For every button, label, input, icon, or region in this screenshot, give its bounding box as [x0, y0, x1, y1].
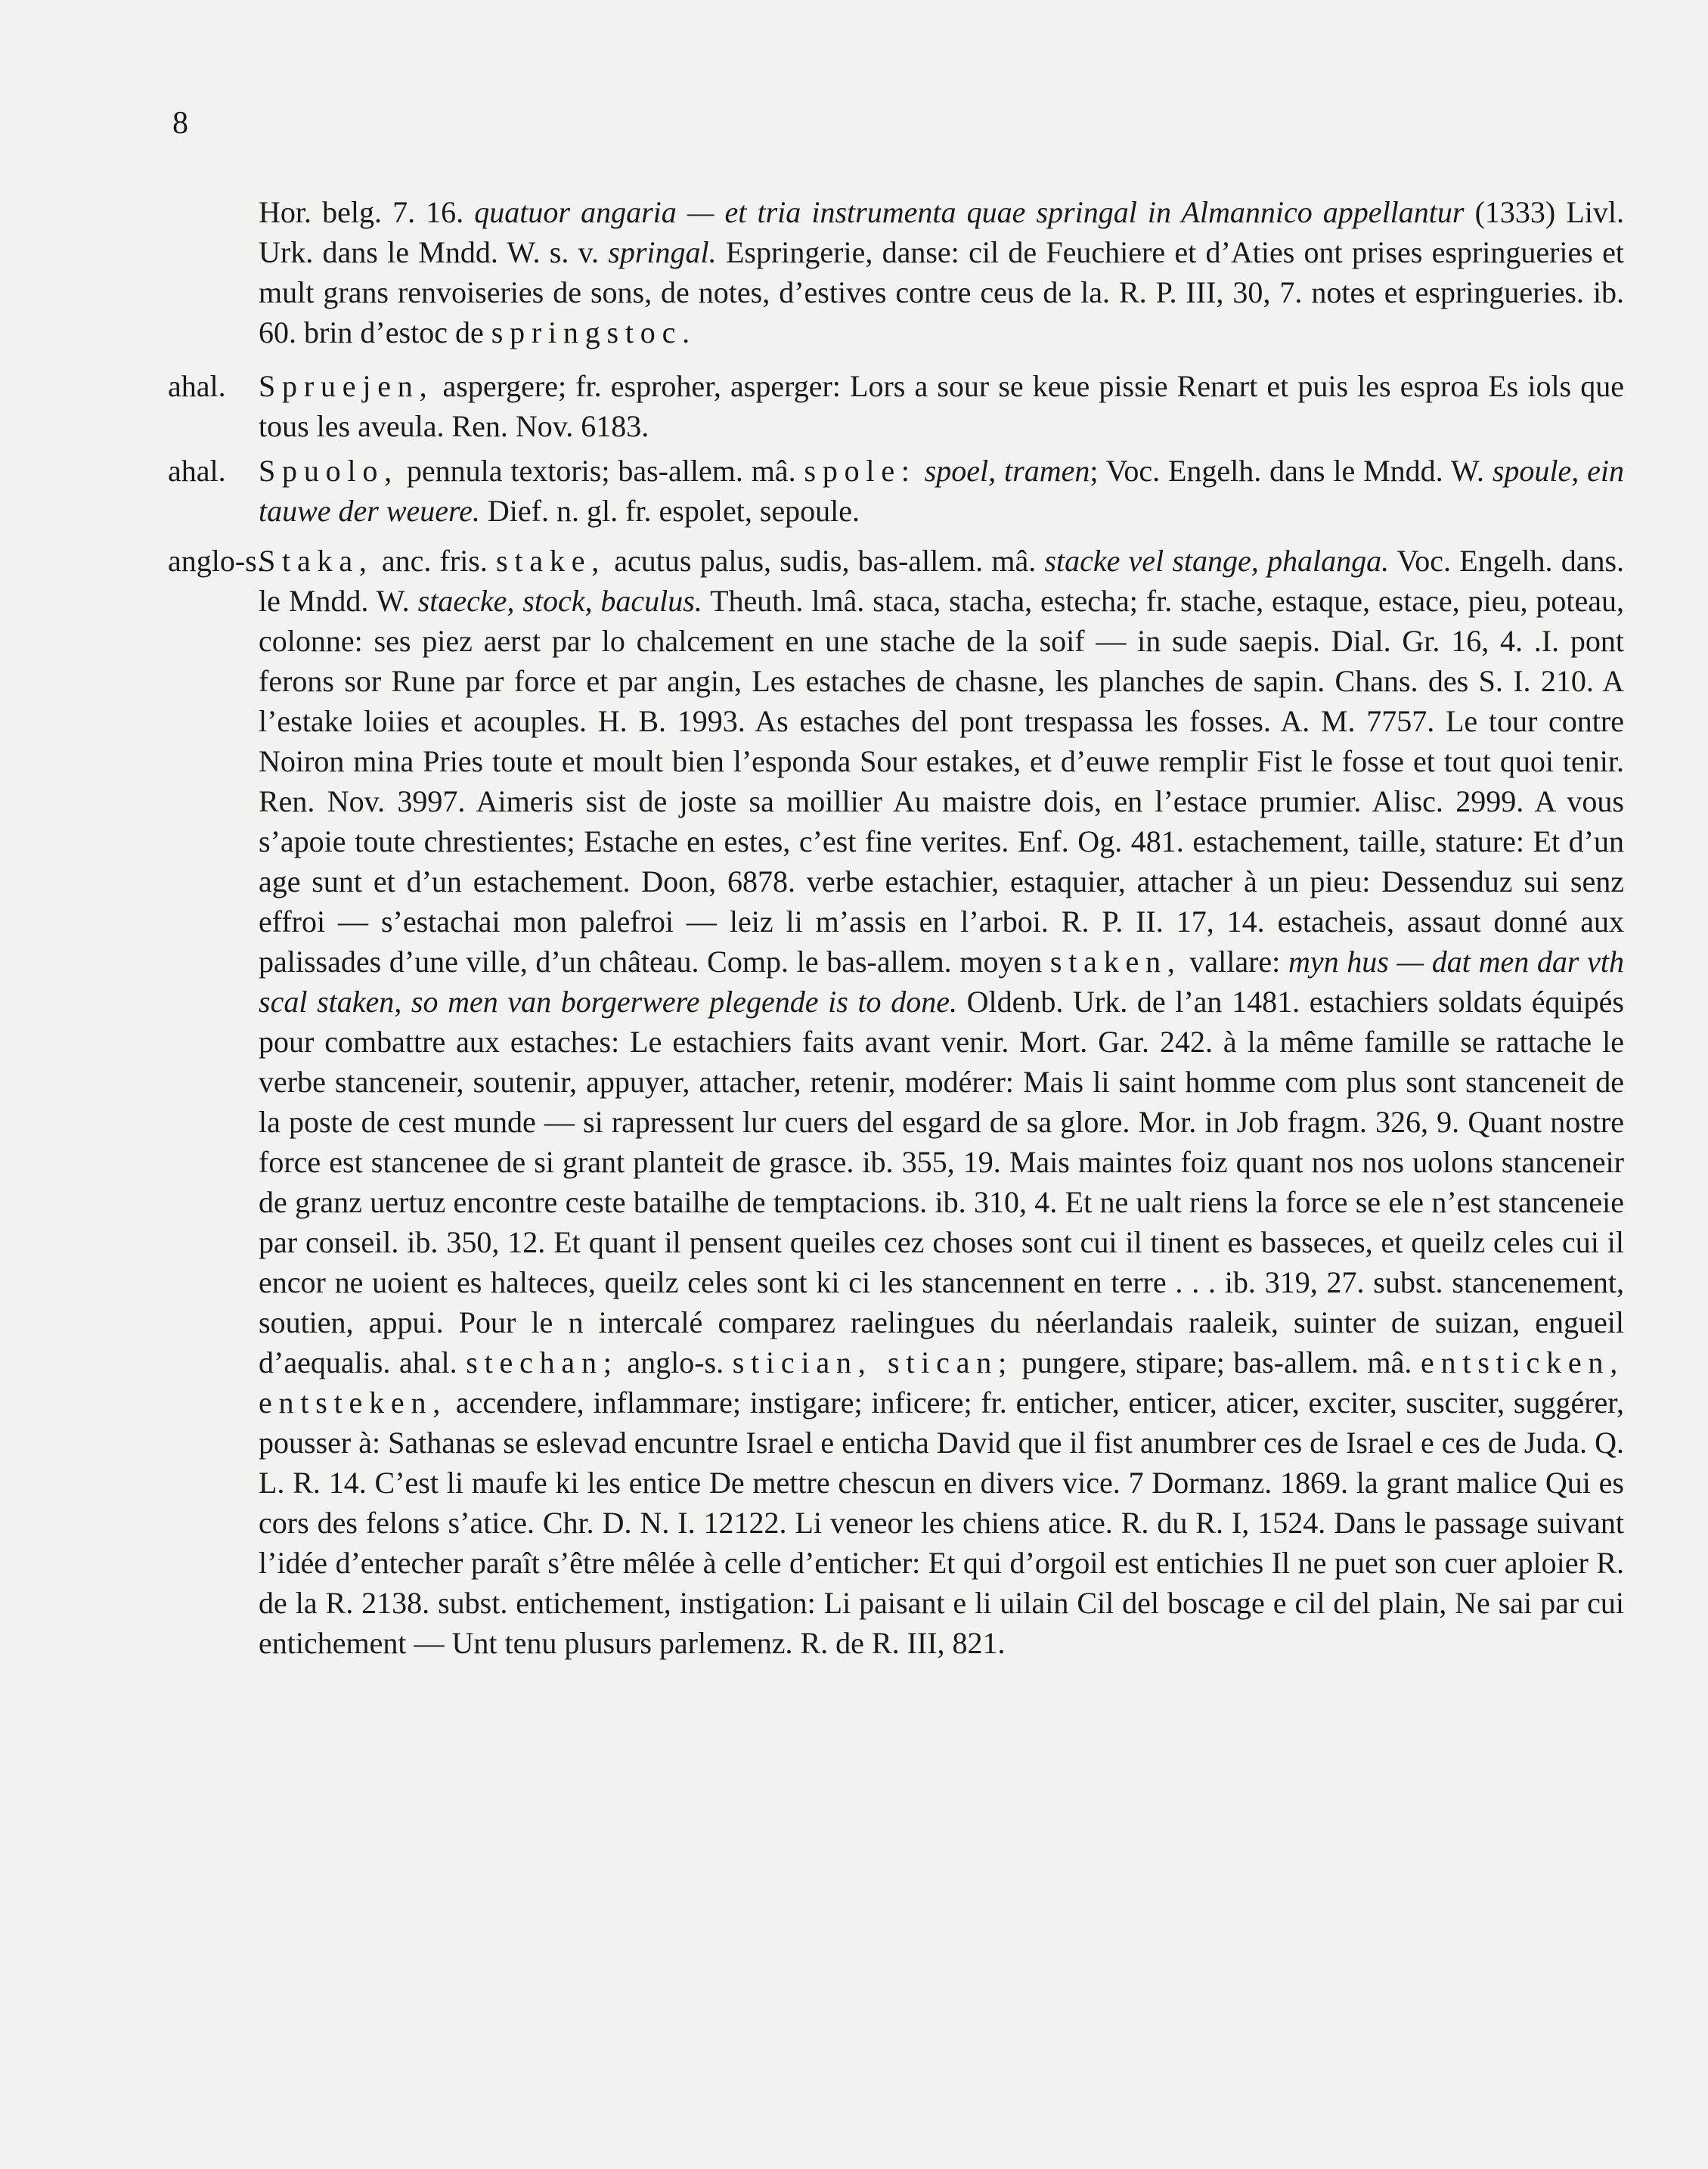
- text-run: vallare:: [1181, 945, 1288, 979]
- entry-language-label: ahal.: [168, 369, 226, 403]
- entry-text: [259, 366, 1624, 446]
- entry-language-label: ahal.: [168, 454, 226, 488]
- headword: Spuolo,: [259, 454, 398, 488]
- text-run: acutus palus, sudis, bas-allem. mâ.: [606, 544, 1045, 578]
- text-run: pungere, stipare; bas-allem. mâ.: [1013, 1345, 1421, 1379]
- italic-citation: spoule, ein tauwe der weuere.: [259, 454, 1624, 528]
- entry-text: [259, 192, 1624, 352]
- italic-citation: quatuor angaria — et tria instrumenta quae springal in Almannico appellantur: [474, 195, 1465, 229]
- headword: Staka,: [259, 544, 374, 578]
- text-run: Dief. n. gl. fr. espolet, sepoule.: [479, 494, 860, 528]
- spaced-term: springstoc.: [491, 315, 696, 349]
- text-run: Voc. Engelh. dans. le Mndd. W.: [259, 544, 1625, 618]
- entry-language-label: anglo-s.: [168, 544, 265, 578]
- spaced-term: stician, stican;: [732, 1345, 1013, 1379]
- text-run: ; Voc. Engelh. dans le Mndd. W.: [1090, 454, 1493, 488]
- headword: Spruejen,: [259, 369, 434, 403]
- text-run: Hor. belg. 7. 16.: [259, 195, 475, 229]
- text-run: anc. fris.: [373, 544, 497, 578]
- text-run: aspergere; fr. esproher, asperger: Lors a sour se keue pissie Renart et puis les esproa Es iols que tous les aveula. Ren. Nov. 6183.: [259, 369, 1624, 443]
- italic-citation: spoel, tramen: [924, 454, 1090, 488]
- text-run: Espringerie, danse: cil de Feuchiere et d’Aties ont prises espringueries et mult grans renvoiseries de sons, de notes, d’estives contre ceus de la. R. P. III, 30, 7. notes et espringueries. ib. 60. brin d’estoc de: [259, 235, 1624, 349]
- spaced-term: spole:: [804, 454, 916, 488]
- spaced-term: stake,: [496, 544, 606, 578]
- page-number: 8: [172, 106, 188, 141]
- italic-citation: stacke vel stange, phalanga.: [1044, 544, 1390, 578]
- entry-text: [259, 451, 1624, 531]
- text-run: pennula textoris; bas-allem. mâ.: [398, 454, 804, 488]
- text-run: [916, 454, 925, 488]
- italic-citation: springal.: [608, 235, 717, 269]
- italic-citation: myn hus — dat men dar vth scal staken, so men van borgerwere plegende is to done.: [259, 945, 1624, 1019]
- text-run: Oldenb. Urk. de l’an 1481. estachiers soldats équipés pour combattre aux estaches: Le estachiers faits avant venir. Mort. Gar. 242. à la même famille se rattache le verbe stanceneir, soutenir, appuyer, attacher, retenir, modérer: Mais li saint homme com plus sont stanceneit de la poste de cest munde — si rapressent lur cuers del esgard de sa glore. Mor. in Job fragm. 326, 9. Quant nostre force est stancenee de si grant planteit de grasce. ib. 355, 19. Mais maintes foiz quant nos nos uolons stanceneir de granz uertuz encontre ceste batailhe de temptacions. ib. 310, 4. Et ne ualt riens la force se ele n’est stanceneie par conseil. ib. 350, 12. Et quant il pensent queiles cez choses sont cui il tinent es basseces, et queilz celes cui il encor ne uoient es halteces, queilz celes sont ki ci les stancennent en terre . . . ib. 319, 27. subst. stancenement, soutien, appui. Pour le n intercalé comparez raelingues du néerlandais raaleik, suinter de suizan, engueil d’aequalis. ahal.: [259, 985, 1624, 1379]
- text-run: accendere, inflammare; instigare; inficere; fr. enticher, enticer, aticer, exciter, susciter, suggérer, pousser à: Sathanas se eslevad encuntre Israel e enticha David que il fist anumbrer ces de Israel e ces de Juda. Q. L. R. 14. C’est li maufe ki les entice De mettre chescun en divers vice. 7 Dormanz. 1869. la grant malice Qui es cors des felons s’atice. Chr. D. N. I. 12122. Li veneor les chiens atice. R. du R. I, 1524. Dans le passage suivant l’idée d’entecher paraît s’être mêlée à celle d’enticher: Et qui d’orgoil est entichies Il ne puet son cuer aploier R. de la R. 2138. subst. entichement, instigation: Li paisant e li uilain Cil del boscage e cil del plain, Ne sai par cui entichement — Unt tenu plusurs parlemenz. R. de R. III, 821.: [259, 1385, 1624, 1660]
- spaced-term: entsticken, entsteken,: [259, 1345, 1625, 1420]
- spaced-term: stechan;: [466, 1345, 618, 1379]
- italic-citation: staecke, stock, baculus.: [417, 584, 702, 618]
- text-run: anglo-s.: [618, 1345, 733, 1379]
- spaced-term: staken,: [1049, 945, 1182, 979]
- entry-text: [259, 541, 1624, 1663]
- text-run: Theuth. lmâ. staca, stacha, estecha; fr. stache, estaque, estace, pieu, poteau, colonne: ses piez aerst par lo chalcement en une stache de la soif — in sude saepis. Dial. Gr. 16, 4. .I. pont ferons sor Rune par force et par angin, Les estaches de chasne, les planches de sapin. Chans. des S. I. 210. A l’estake loiies et acouples. H. B. 1993. As estaches del pont trespassa les fosses. A. M. 7757. Le tour contre Noiron mina Pries toute et moult bien l’esponda Sour estakes, et d’euwe remplir Fist le fosse et tout quoi tenir. Ren. Nov. 3997. Aimeris sist de joste sa moillier Au maistre dois, en l’estace prumier. Alisc. 2999. A vous s’apoie toute chrestientes; Estache en estes, c’est fine verites. Enf. Og. 481. estachement, taille, stature: Et d’un age sunt et d’un estachement. Doon, 6878. verbe estachier, estaquier, attacher à un pieu: Dessenduz sui senz effroi — s’estachai mon palefroi — leiz li m’assis en l’arboi. R. P. II. 17, 14. estacheis, assaut donné aux palissades d’une ville, d’un château. Comp. le bas-allem. moyen: [259, 584, 1625, 979]
- text-run: (1333) Livl. Urk. dans le Mndd. W. s. v.: [259, 195, 1624, 269]
